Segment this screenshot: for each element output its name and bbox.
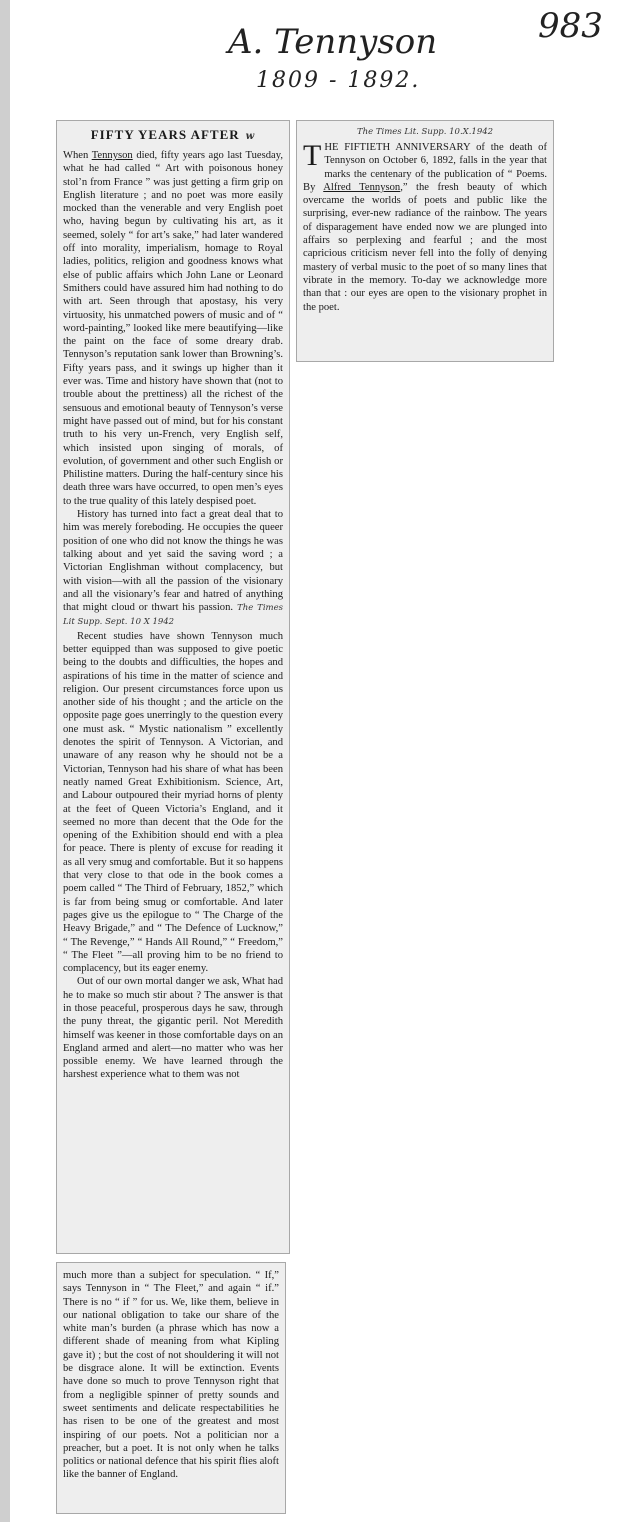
article-paragraph-2 [63, 508, 283, 630]
handwritten-life-years: 1809 - 1892. [256, 68, 421, 93]
anniversary-intro-text: HE FIFTIETH ANNIVERSARY of the death of Tennyson on October 6, 1892, falls in the year that marks the centenary of the publication of “ Poems. By [303, 142, 547, 193]
underlined-name-tennyson: Tennyson [91, 150, 133, 161]
newspaper-clipping-anniversary [296, 120, 554, 362]
handwritten-source-note: The Times Lit Supp. Sept. 10 X 1942 [63, 603, 284, 628]
handwritten-page-number: 983 [538, 6, 603, 46]
newspaper-clipping-main [56, 120, 290, 1254]
page-edge-shadow [0, 0, 10, 1522]
anniversary-rest-text: ,” the fresh beauty of which overcame the worlds of poets and public like the surprising, ever-new radiance of the rainbow. The years of disparagement have ended now we are plunged into affairs so perplexing and fearful ; and the most capricious criticism never fell into the folly of denying mastery of verbal music to the poet of so many lines that vibrate in the memory. To-day we acknowledge more than that : our eyes are open to the visionary prophet in the poet. [303, 181, 547, 313]
article-paragraph-4: Out of our own mortal danger we ask, What had he to make so much stir about ? The answer is that in those peaceful, prosperous days he saw, through the puny threat, the gigantic peril. Not Meredith himself was keener in those comfortable days on an England armed and alert—no matter who was her possible enemy. We have learned through the harshest experience what to them was not [63, 976, 283, 1081]
anniversary-paragraph [303, 141, 547, 314]
newspaper-clipping-continuation [56, 1262, 286, 1514]
handwritten-anniversary-source-note: The Times Lit. Supp. 10.X.1942 [356, 127, 494, 137]
article-title-text: FIFTY YEARS AFTER [90, 127, 240, 142]
article-paragraph-5: much more than a subject for speculation. “ If,” says Tennyson in “ The Fleet,” and again “ if.” There is no “ if ” for us. We, like them, believe in our national obligation to take our share of the white man’s burden (a phrase which has now a different shade of meaning from what Kipling gave it) ; but the cost of not shouldering it will not be disgrace alone. It will be extinction. Events have done so much to prove Tennyson right that from a negligible spinner of pretty sounds and sweet sentiments and delicate respectabilities he has risen to be one of the greatest and most inspiring of our poets. Not a politician nor a preacher, but a poet. It is not only when he talks politics or national defence that his spirit flies aloft like the banner of England. [63, 1270, 279, 1481]
article-paragraph-3: Recent studies have shown Tennyson much better equipped than was supposed to give poetic being to the doubts and difficulties, the hopes and aspirations of his time in the matter of science and religion. Our present circumstances force upon us another side of his thought ; and the article on the opposite page goes unerringly to the question every one must ask. “ Mystic nationalism ” excellently denotes the spirit of Tennyson. A Victorian, and unaware of any reason why he should not be a Victorian, Tennyson had his share of what has been neatly named Great Exhibitionism. Science, Art, and Labour outpoured their myriad horns of plenty at the feet of Queen Victoria’s England, and it seemed no more than decent that the Ode for the opening of the Exhibition should end with a plea for peace. There is plenty of excuse for reading it as all very smug and comfortable. But it so happens that very close to that ode in the book comes a poem called “ The Third of February, 1852,” which is far from being smug or comfortable. And later pages give us the epilogue to “ The Charge of the Heavy Brigade,” and “ The Defence of Lucknow,” “ The Revenge,” “ Hands All Round,” “ Freedom,” “ The Fleet ”—all proving him to be no friend to complacency, but its eager enemy. [63, 630, 283, 975]
drop-cap-letter: T [303, 139, 322, 172]
handwritten-title-mark: w [245, 131, 256, 142]
article-paragraph-1 [63, 149, 283, 508]
paragraph-2-text: History has turned into fact a great deal that to him was merely foreboding. He occupies the queer position of one who did not know the things he was talking about and yet said the saving word ; a Victorian Englishman without complacency, but with vision—with all the passion of the visionary and all the visionary’s fear and hatred of anything that might cloud or thwart his passion. [63, 509, 283, 614]
paragraph-1-lead: When [63, 150, 92, 161]
article-title [57, 127, 289, 143]
paragraph-1-text: died, fifty years ago last Tuesday, what he had called “ Art with poisonous honey stol’n from France ” was just getting a firm grip on English literature ; and no poet was more easily mocked than the venerable and very English poet who, having begun by cultivating his art, as it seemed, solely “ for art’s sake,” had later wandered off into morality, imperialism, homage to Royal ladies, politics, religion and goodness knows what else of public affairs which John Lane or Leonard Smithers could have assured him had nothing to do with art. Seen through that apostasy, his very virtuosity, his unmatched powers of music and of “ word-painting,” looked like mere beautifying—like the paint on the face of some dreary drab. Tennyson’s reputation sank lower than Browning’s. Fifty years pass, and it swings up higher than it ever was. Time and history have shown that (not to trouble about the prettiness) all the richest of the sensuous and emotional beauty of Tennyson’s verse might have passed out of mind, but for his constant truth to his very un-French, very English self, which insisted upon singing of morals, of evolution, of government and other such English or Philistine matters. During the half-century since his death three wars have occurred, to open men’s eyes to the true quality of this lately despised poet. [63, 150, 283, 507]
underlined-name-alfred-tennyson: Alfred Tennyson [323, 181, 401, 193]
handwritten-author-name: A. Tennyson [228, 22, 438, 62]
